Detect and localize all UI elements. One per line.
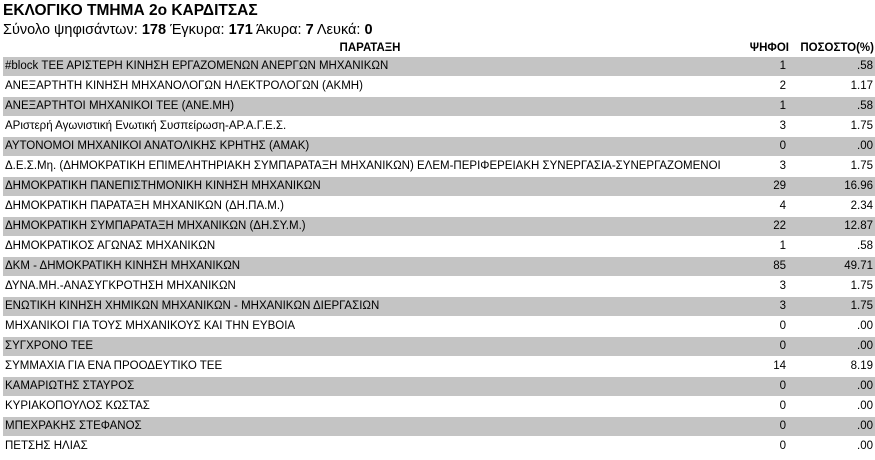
table-row <box>3 337 875 357</box>
percent-cell: 1.75 <box>789 277 875 297</box>
votes-cell: 0 <box>737 397 789 417</box>
votes-cell: 4 <box>737 197 789 217</box>
percent-cell: .00 <box>789 337 875 357</box>
votes-cell: 0 <box>737 377 789 397</box>
votes-cell: 0 <box>737 317 789 337</box>
invalid-votes-value: 7 <box>305 22 314 38</box>
votes-cell: 1 <box>737 97 789 117</box>
party-name-cell: ΕΝΩΤΙΚΗ ΚΙΝΗΣΗ ΧΗΜΙΚΩΝ ΜΗΧΑΝΙΚΩΝ - ΜΗΧΑΝΙΚΩΝ ΔΙΕΡΓΑΣΙΩΝ <box>3 297 737 317</box>
column-header-votes: ΨΗΦΟΙ <box>749 42 789 54</box>
party-name-cell: ΔΗΜΟΚΡΑΤΙΚΗ ΠΑΡΑΤΑΞΗ ΜΗΧΑΝΙΚΩΝ (ΔΗ.ΠΑ.Μ.) <box>3 197 737 217</box>
party-name-cell: ΑΝΕΞΑΡΤΗΤΟΙ ΜΗΧΑΝΙΚΟΙ ΤΕΕ (ΑΝΕ.ΜΗ) <box>3 97 737 117</box>
column-header-percent: ΠΟΣΟΣΤΟ(%) <box>800 42 874 54</box>
party-name-cell: ΑΥΤΟΝΟΜΟΙ ΜΗΧΑΝΙΚΟΙ ΑΝΑΤΟΛΙΚΗΣ ΚΡΗΤΗΣ (ΑΜΑΚ) <box>3 137 737 157</box>
votes-cell: 3 <box>737 117 789 137</box>
votes-cell: 1 <box>737 57 789 77</box>
percent-cell: 49.71 <box>789 257 875 277</box>
percent-cell: 1.75 <box>789 297 875 317</box>
votes-cell: 0 <box>737 437 789 457</box>
vote-summary <box>3 21 875 39</box>
percent-cell: .00 <box>789 417 875 437</box>
percent-cell: 8.19 <box>789 357 875 377</box>
table-row <box>3 397 875 417</box>
results-table-body <box>3 57 875 457</box>
percent-cell: .00 <box>789 137 875 157</box>
votes-cell: 29 <box>737 177 789 197</box>
percent-cell: .00 <box>789 377 875 397</box>
table-row <box>3 237 875 257</box>
results-table <box>3 39 875 457</box>
percent-cell: .00 <box>789 317 875 337</box>
party-name-cell: ΣΥΓΧΡΟΝΟ ΤΕΕ <box>3 337 737 357</box>
election-results-page <box>0 2 875 460</box>
column-header-party: ΠΑΡΑΤΑΞΗ <box>339 42 401 54</box>
page-title: ΕΚΛΟΓΙΚΟ ΤΜΗΜΑ 2ο ΚΑΡΔΙΤΣΑΣ <box>3 2 258 19</box>
table-row <box>3 437 875 457</box>
table-row <box>3 137 875 157</box>
total-voters-label: Σύνολο ψηφισάντων: <box>3 22 138 38</box>
percent-cell: 1.75 <box>789 117 875 137</box>
party-name-cell: ΔΗΜΟΚΡΑΤΙΚΗ ΣΥΜΠΑΡΑΤΑΞΗ ΜΗΧΑΝΙΚΩΝ (ΔΗ.ΣΥ.Μ.) <box>3 217 737 237</box>
percent-cell: 2.34 <box>789 197 875 217</box>
votes-cell: 0 <box>737 337 789 357</box>
votes-cell: 1 <box>737 237 789 257</box>
valid-votes-value: 171 <box>228 22 253 38</box>
percent-cell: 16.96 <box>789 177 875 197</box>
party-name-cell: Δ.Ε.Σ.Μη. (ΔΗΜΟΚΡΑΤΙΚΗ ΕΠΙΜΕΛΗΤΗΡΙΑΚΗ ΣΥΜΠΑΡΑΤΑΞΗ ΜΗΧΑΝΙΚΩΝ) ΕΛΕΜ-ΠΕΡΙΦΕΡΕΙΑΚΗ ΣΥΝΕΡΓΑΣΙΑ-ΣΥΝΕΡΓΑΖΟΜΕΝΟΙ <box>3 157 737 177</box>
party-name-cell: ΑΡιστερή Αγωνιστική Ενωτική Συσπείρωση-ΑΡ.Α.Γ.Ε.Σ. <box>3 117 737 137</box>
party-name-cell: ΔΥΝΑ.ΜΗ.-ΑΝΑΣΥΓΚΡΟΤΗΣΗ ΜΗΧΑΝΙΚΩΝ <box>3 277 737 297</box>
percent-cell: .00 <box>789 397 875 417</box>
percent-cell: .00 <box>789 437 875 457</box>
party-name-cell: ΠΕΤΣΗΣ ΗΛΙΑΣ <box>3 437 737 457</box>
percent-cell: 1.75 <box>789 157 875 177</box>
party-name-cell: ΔΚΜ - ΔΗΜΟΚΡΑΤΙΚΗ ΚΙΝΗΣΗ ΜΗΧΑΝΙΚΩΝ <box>3 257 737 277</box>
table-row <box>3 197 875 217</box>
votes-cell: 22 <box>737 217 789 237</box>
votes-cell: 3 <box>737 157 789 177</box>
table-header-row <box>3 39 875 57</box>
party-name-cell: #block ΤΕΕ ΑΡΙΣΤΕΡΗ ΚΙΝΗΣΗ ΕΡΓΑΖΟΜΕΝΩΝ ΑΝΕΡΓΩΝ ΜΗΧΑΝΙΚΩΝ <box>3 57 737 77</box>
table-row <box>3 57 875 77</box>
invalid-votes-label: Άκυρα: <box>256 22 302 38</box>
party-name-cell: ΚΥΡΙΑΚΟΠΟΥΛΟΣ ΚΩΣΤΑΣ <box>3 397 737 417</box>
votes-cell: 3 <box>737 277 789 297</box>
percent-cell: .58 <box>789 237 875 257</box>
party-name-cell: ΔΗΜΟΚΡΑΤΙΚΟΣ ΑΓΩΝΑΣ ΜΗΧΑΝΙΚΩΝ <box>3 237 737 257</box>
table-row <box>3 177 875 197</box>
party-name-cell: ΣΥΜΜΑΧΙΑ ΓΙΑ ΕΝΑ ΠΡΟΟΔΕΥΤΙΚΟ ΤΕΕ <box>3 357 737 377</box>
votes-cell: 14 <box>737 357 789 377</box>
blank-votes-label: Λευκά: <box>316 22 361 38</box>
party-name-cell: ΑΝΕΞΑΡΤΗΤΗ ΚΙΝΗΣΗ ΜΗΧΑΝΟΛΟΓΩΝ ΗΛΕΚΤΡΟΛΟΓΩΝ (ΑΚΜΗ) <box>3 77 737 97</box>
table-row <box>3 297 875 317</box>
votes-cell: 2 <box>737 77 789 97</box>
percent-cell: .58 <box>789 57 875 77</box>
table-row <box>3 117 875 137</box>
valid-votes-label: Έγκυρα: <box>170 22 225 38</box>
table-row <box>3 417 875 437</box>
table-row <box>3 157 875 177</box>
table-row <box>3 357 875 377</box>
total-voters-value: 178 <box>141 22 167 38</box>
table-row <box>3 257 875 277</box>
party-name-cell: ΔΗΜΟΚΡΑΤΙΚΗ ΠΑΝΕΠΙΣΤΗΜΟΝΙΚΗ ΚΙΝΗΣΗ ΜΗΧΑΝΙΚΩΝ <box>3 177 737 197</box>
party-name-cell: ΜΠΕΧΡΑΚΗΣ ΣΤΕΦΑΝΟΣ <box>3 417 737 437</box>
party-name-cell: ΚΑΜΑΡΙΩΤΗΣ ΣΤΑΥΡΟΣ <box>3 377 737 397</box>
party-name-cell: ΜΗΧΑΝΙΚΟΙ ΓΙΑ ΤΟΥΣ ΜΗΧΑΝΙΚΟΥΣ ΚΑΙ ΤΗΝ ΕΥΒΟΙΑ <box>3 317 737 337</box>
votes-cell: 0 <box>737 137 789 157</box>
votes-cell: 0 <box>737 417 789 437</box>
votes-cell: 85 <box>737 257 789 277</box>
votes-cell: 3 <box>737 297 789 317</box>
table-row <box>3 317 875 337</box>
table-row <box>3 97 875 117</box>
table-row <box>3 377 875 397</box>
percent-cell: .58 <box>789 97 875 117</box>
percent-cell: 12.87 <box>789 217 875 237</box>
table-row <box>3 217 875 237</box>
blank-votes-value: 0 <box>364 22 373 38</box>
table-row <box>3 77 875 97</box>
percent-cell: 1.17 <box>789 77 875 97</box>
table-row <box>3 277 875 297</box>
